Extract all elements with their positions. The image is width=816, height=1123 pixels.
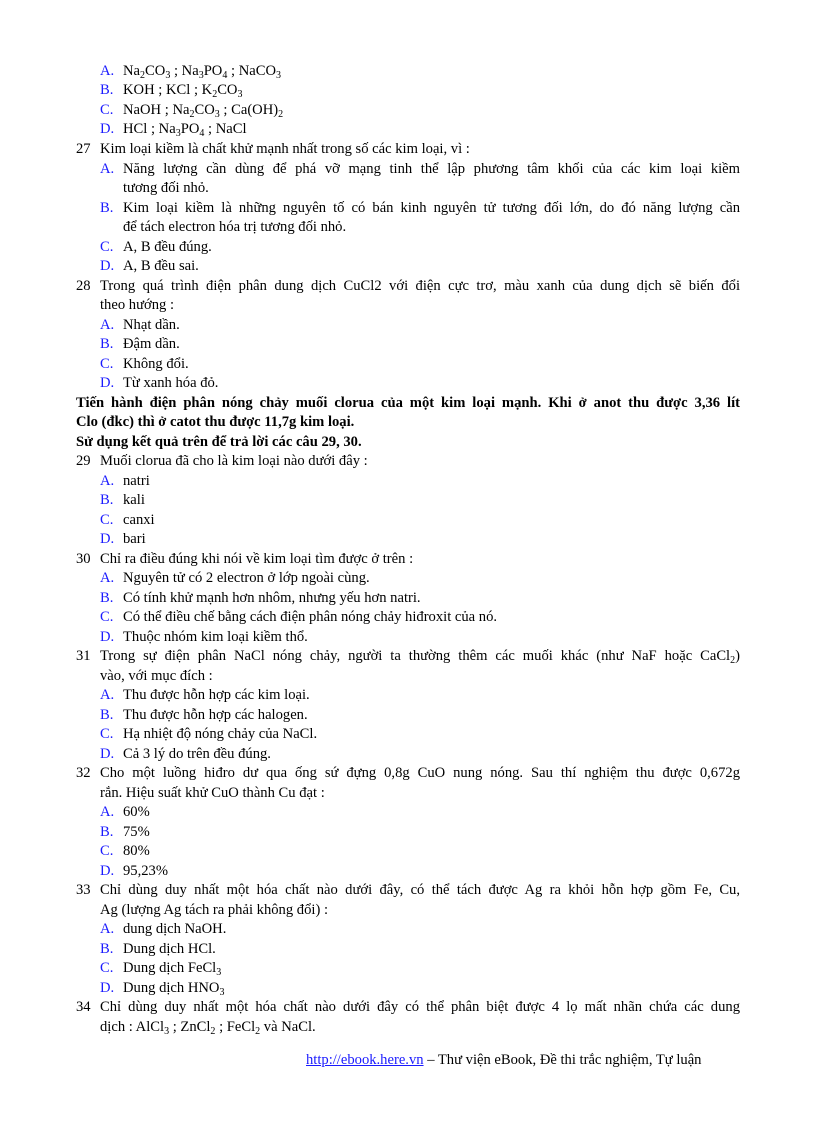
intro-line-1: Tiến hành điện phân nóng chảy muối clorua của một kim loại mạnh. Khi ở anot thu được 3,36 lít	[76, 395, 740, 411]
q32-answer-b: B. 75%	[100, 823, 150, 843]
q26-answer-c: C. NaOH ; $Na_2CO_3$ ; $Ca(OH)_2$	[100, 102, 284, 120]
answer-letter: D.	[100, 531, 115, 547]
q30-answer-c: C. Có thể điều chế bằng cách điện phân nóng chảy hiđroxit của nó.	[100, 608, 497, 628]
q27-answer-d: D. A, B đều sai.	[100, 257, 199, 277]
answer-letter: B.	[100, 82, 114, 98]
answer-letter: A.	[100, 804, 115, 820]
q28-answer-b: B. Đậm dần.	[100, 335, 180, 355]
question-number: 29	[76, 453, 91, 469]
answer-letter: D.	[100, 746, 115, 762]
q29-answer-c: C. canxi	[100, 511, 155, 531]
question-text: Chỉ dùng duy nhất một hóa chất nào dưới đây, có thể tách được Ag ra khỏi hỗn hợp gồm Fe, Cu,	[100, 882, 740, 898]
q27-answer-b-cont: để tách electron hóa trị tương đối nhỏ.	[123, 219, 347, 235]
answer-letter: C.	[100, 512, 114, 528]
answer-letter: B.	[100, 492, 114, 508]
question-number: 27	[76, 141, 91, 157]
intro-line-3: Sử dụng kết quả trên để trả lời các câu 29, 30.	[76, 434, 362, 450]
q33-answer-b: B. Dung dịch HCl.	[100, 940, 216, 960]
question-33	[76, 881, 740, 901]
q33-answer-a: A. dung dịch NaOH.	[100, 920, 226, 940]
answer-letter: D.	[100, 863, 115, 879]
q29-answer-b: B. kali	[100, 491, 145, 511]
answer-letter: C.	[100, 356, 114, 372]
answer-letter: A.	[100, 161, 115, 177]
question-text: Trong quá trình điện phân dung dịch CuCl2 với điện cực trơ, màu xanh của dung dịch sẽ biến đổi	[100, 278, 740, 294]
question-text: Chỉ dùng duy nhất một hóa chất nào dưới đây có thể phân biệt được 4 lọ mất nhãn chứa các dung	[100, 999, 740, 1015]
q30-answer-a: A. Nguyên tử có 2 electron ở lớp ngoài cùng.	[100, 569, 370, 589]
question-32	[76, 764, 740, 784]
q26-answer-a: A. $Na_2CO_3$ ; $Na_3PO_4$ ; NaCO$_3$	[100, 63, 281, 81]
question-27	[76, 140, 470, 160]
question-29	[76, 452, 368, 472]
answer-letter: C.	[100, 726, 114, 742]
q29-answer-d: D. bari	[100, 530, 146, 550]
q28-answer-c: C. Không đổi.	[100, 355, 189, 375]
q30-answer-d: D. Thuộc nhóm kim loại kiềm thổ.	[100, 628, 308, 648]
answer-letter: A.	[100, 687, 115, 703]
answer-letter: B.	[100, 200, 114, 216]
q26-answer-d: D. HCl ; $Na_3PO_4$ ; NaCl	[100, 121, 247, 139]
question-text: Chỉ ra điều đúng khi nói về kim loại tìm được ở trên :	[100, 551, 414, 567]
question-number: 30	[76, 551, 91, 567]
footer-text: – Thư viện eBook, Đề thi trắc nghiệm, Tự luận	[423, 1052, 702, 1068]
q33-answer-c: C. Dung dịch FeCl$_3$	[100, 960, 222, 978]
question-text: Cho một luồng hiđro dư qua ống sứ đựng 0,8g CuO nung nóng. Sau thí nghiệm thu được 0,672g	[100, 765, 740, 781]
q28-answer-a: A. Nhạt dần.	[100, 316, 180, 336]
question-28	[76, 277, 740, 297]
q32-answer-d: D. 95,23%	[100, 862, 168, 882]
answer-letter: A.	[100, 921, 115, 937]
answer-letter: A.	[100, 317, 115, 333]
q31-answer-c: C. Hạ nhiệt độ nóng chảy của NaCl.	[100, 725, 317, 745]
answer-letter: B.	[100, 941, 114, 957]
question-number: 32	[76, 765, 91, 781]
footer-link[interactable]: http://ebook.here.vn	[306, 1052, 424, 1068]
question-31	[76, 647, 740, 667]
q30-answer-b: B. Có tính khử mạnh hơn nhôm, nhưng yếu hơn natri.	[100, 589, 421, 609]
question-text: Muối clorua đã cho là kim loại nào dưới đây :	[100, 453, 368, 469]
question-31-cont: vào, với mục đích :	[100, 668, 213, 684]
q32-answer-c: C. 80%	[100, 842, 150, 862]
answer-letter: D.	[100, 629, 115, 645]
answer-letter: B.	[100, 336, 114, 352]
answer-letter: A.	[100, 473, 115, 489]
q32-answer-a: A. 60%	[100, 803, 150, 823]
answer-letter: D.	[100, 121, 115, 137]
answer-letter: B.	[100, 590, 114, 606]
q26-answer-b: B. KOH ; KCl ; $K_2CO_3$	[100, 82, 243, 100]
question-28-cont: theo hướng :	[100, 297, 174, 313]
answer-letter: B.	[100, 707, 114, 723]
q29-answer-a: A. natri	[100, 472, 150, 492]
q33-answer-d: D. Dung dịch $HNO_3$	[100, 980, 225, 998]
intro-line-2: Clo (đkc) thì ở catot thu được 11,7g kim loại.	[76, 414, 355, 430]
question-number: 28	[76, 278, 91, 294]
q28-answer-d: D. Từ xanh hóa đỏ.	[100, 374, 218, 394]
q27-answer-a: A. Năng lượng cần dùng để phá vỡ mạng tinh thể lập phương tâm khối của các kim loại kiềm	[100, 160, 740, 180]
answer-letter: B.	[100, 824, 114, 840]
q31-answer-a: A. Thu được hỗn hợp các kim loại.	[100, 686, 310, 706]
q31-answer-d: D. Cả 3 lý do trên đều đúng.	[100, 745, 271, 765]
answer-letter: D.	[100, 980, 115, 996]
question-32-cont: rắn. Hiệu suất khử CuO thành Cu đạt :	[100, 785, 325, 801]
answer-letter: D.	[100, 375, 115, 391]
answer-letter: C.	[100, 843, 114, 859]
q31-answer-b: B. Thu được hỗn hợp các halogen.	[100, 706, 308, 726]
question-30	[76, 550, 413, 570]
question-33-cont: Ag (lượng Ag tách ra phải không đổi) :	[100, 902, 329, 918]
question-number: 33	[76, 882, 91, 898]
q27-answer-a-cont: tương đối nhỏ.	[123, 180, 209, 196]
q27-answer-c: C. A, B đều đúng.	[100, 238, 212, 258]
answer-letter: C.	[100, 102, 114, 118]
question-number: 34	[76, 999, 91, 1015]
answer-letter: A.	[100, 63, 115, 79]
answer-letter: A.	[100, 570, 115, 586]
answer-letter: C.	[100, 609, 114, 625]
answer-letter: D.	[100, 258, 115, 274]
question-34-cont: dịch : AlCl$_3$ ; ZnCl$_2$ ; FeCl$_2$ và NaCl.	[100, 1019, 316, 1037]
question-number: 31	[76, 648, 91, 664]
question-text: Trong sự điện phân NaCl nóng chảy, người ta thường thêm các muối khác (như NaF hoặc CaCl$_2$)	[100, 648, 740, 666]
answer-letter: C.	[100, 239, 114, 255]
answer-letter: C.	[100, 960, 114, 976]
question-text: Kim loại kiềm là chất khử mạnh nhất trong số các kim loại, vì :	[100, 141, 470, 157]
q27-answer-b: B. Kim loại kiềm là những nguyên tố có bán kinh nguyên tử tương đối lớn, do đó năng lượng cần	[100, 199, 740, 219]
question-34	[76, 998, 740, 1018]
page-footer	[306, 1052, 701, 1069]
